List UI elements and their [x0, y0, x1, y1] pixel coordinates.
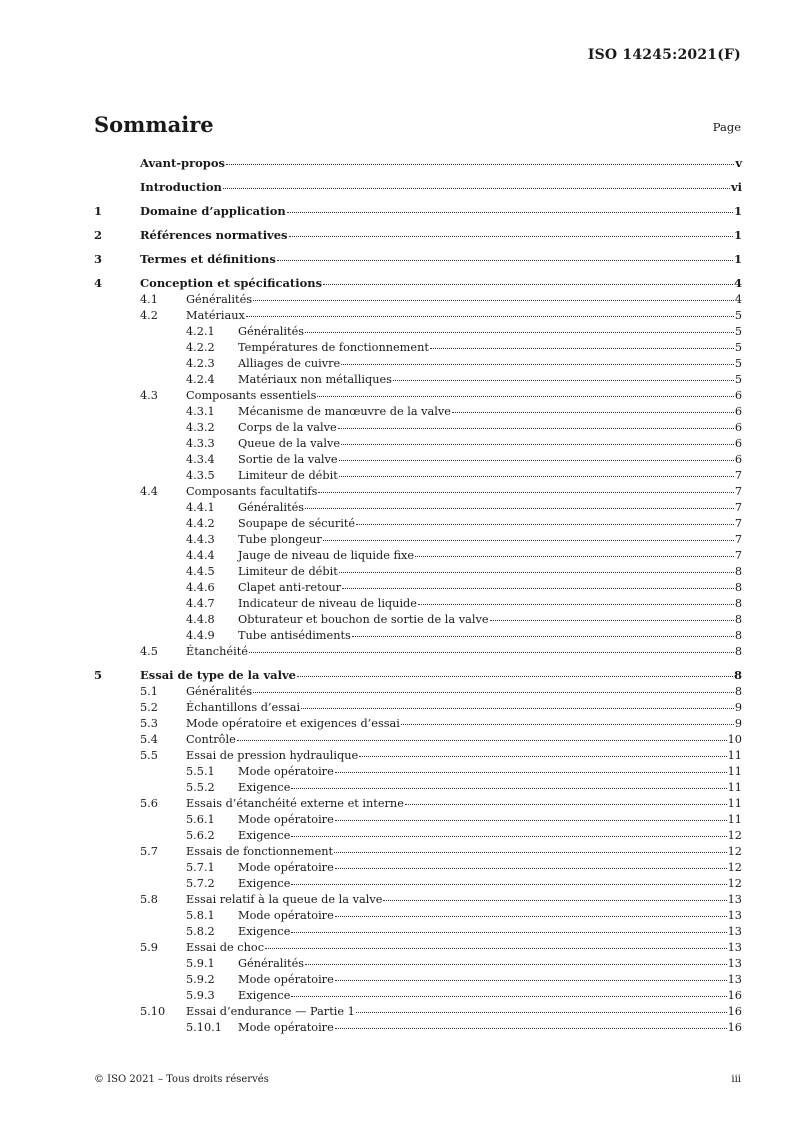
toc-entry-page: 8: [734, 629, 742, 643]
toc-leader-dots: [291, 996, 726, 997]
toc-entry[interactable]: [94, 612, 742, 628]
toc-leader-dots: [323, 540, 734, 541]
toc-leader-dots: [265, 948, 727, 949]
toc-entry-page: v: [735, 156, 742, 170]
toc-entry-title: Généralités: [186, 293, 253, 307]
toc-leader-dots: [237, 740, 727, 741]
toc-entry-number: 4.2.1: [186, 325, 215, 339]
toc-leader-dots: [287, 212, 733, 213]
toc-leader-dots: [253, 692, 734, 693]
toc-entry-number: 5.3: [140, 717, 158, 731]
toc-entry-title: Mode opératoire: [238, 813, 334, 827]
toc-entry[interactable]: [94, 764, 742, 780]
toc-entry[interactable]: [94, 972, 742, 988]
toc-entry-title: Références normatives: [140, 228, 288, 243]
toc-entry-title: Composants facultatifs: [186, 485, 318, 499]
toc-entry-number: 4.2.2: [186, 341, 215, 355]
toc-entry-title: Limiteur de débit: [238, 469, 338, 483]
toc-entry-page: 7: [734, 549, 742, 563]
toc-entry-page: 7: [734, 469, 742, 483]
toc-entry-page: 13: [727, 957, 742, 971]
toc-entry-number: 4.5: [140, 645, 158, 659]
toc-entry-title: Essai de choc: [186, 941, 265, 955]
toc-leader-dots: [297, 676, 733, 677]
toc-entry-page: 8: [734, 613, 742, 627]
toc-entry-number: 4.2.3: [186, 357, 215, 371]
toc-entry[interactable]: [94, 924, 742, 940]
toc-leader-dots: [253, 300, 734, 301]
toc-entry[interactable]: [94, 700, 742, 716]
toc-entry[interactable]: [94, 644, 742, 660]
toc-entry[interactable]: [94, 292, 742, 308]
toc-entry-title: Termes et définitions: [140, 252, 276, 267]
toc-entry[interactable]: [94, 156, 742, 172]
toc-leader-dots: [335, 980, 727, 981]
toc-entry-page: 1: [733, 204, 742, 219]
toc-entry-number: 4.4.3: [186, 533, 215, 547]
toc-leader-dots: [318, 492, 733, 493]
toc-entry[interactable]: [94, 668, 742, 684]
toc-leader-dots: [335, 916, 727, 917]
toc-entry-title: Contrôle: [186, 733, 236, 747]
toc-entry-number: 5.6: [140, 797, 158, 811]
toc-entry-number: 4.3.1: [186, 405, 215, 419]
toc-entry-page: 8: [734, 645, 742, 659]
toc-entry[interactable]: [94, 844, 742, 860]
toc-entry-title: Avant-propos: [140, 156, 225, 170]
toc-leader-dots: [301, 708, 734, 709]
toc-entry-number: 5.7: [140, 845, 158, 859]
toc-entry-number: 5.7.1: [186, 861, 215, 875]
toc-entry-title: Matériaux non métalliques: [238, 373, 392, 387]
toc-entry-page: 11: [727, 765, 742, 779]
toc-entry-title: Essai d’endurance — Partie 1: [186, 1005, 355, 1019]
toc-entry-title: Conception et spécifications: [140, 276, 323, 291]
toc-leader-dots: [289, 236, 733, 237]
toc-entry-title: Échantillons d’essai: [186, 701, 301, 715]
toc-entry[interactable]: [94, 516, 742, 532]
toc-entry-page: 5: [734, 341, 742, 355]
toc-entry-title: Mode opératoire: [238, 909, 334, 923]
toc-entry-title: Températures de fonctionnement: [238, 341, 429, 355]
toc-entry-title: Mécanisme de manœuvre de la valve: [238, 405, 451, 419]
toc-leader-dots: [335, 820, 727, 821]
toc-entry-page: 5: [734, 325, 742, 339]
toc-entry-title: Corps de la valve: [238, 421, 337, 435]
toc-entry-number: 4.2: [140, 309, 158, 323]
footer-copyright: © ISO 2021 – Tous droits réservés: [94, 1074, 269, 1085]
toc-entry-page: 5: [734, 357, 742, 371]
toc-entry[interactable]: [94, 436, 742, 452]
toc-entry[interactable]: [94, 1020, 742, 1036]
toc-entry-number: 5.2: [140, 701, 158, 715]
toc-entry[interactable]: [94, 276, 742, 292]
toc-entry-number: 5.9.3: [186, 989, 215, 1003]
toc-entry[interactable]: [94, 500, 742, 516]
toc-entry-page: 6: [734, 453, 742, 467]
toc-entry-page: 13: [727, 909, 742, 923]
toc-entry-title: Sortie de la valve: [238, 453, 338, 467]
toc-entry-page: 10: [727, 733, 742, 747]
toc-leader-dots: [291, 932, 726, 933]
toc-entry-page: 7: [734, 517, 742, 531]
toc-entry[interactable]: [94, 828, 742, 844]
toc-entry[interactable]: [94, 716, 742, 732]
toc-entry-number: 4.3.2: [186, 421, 215, 435]
toc-leader-dots: [383, 900, 726, 901]
toc-entry-number: 5.8: [140, 893, 158, 907]
toc-leader-dots: [339, 476, 734, 477]
toc-entry-page: 13: [727, 893, 742, 907]
toc-entry-title: Mode opératoire et exigences d’essai: [186, 717, 400, 731]
toc-entry-title: Exigence: [238, 925, 291, 939]
toc-entry-number: 4.4.9: [186, 629, 215, 643]
toc-entry[interactable]: [94, 308, 742, 324]
toc-entry[interactable]: [94, 956, 742, 972]
toc-entry[interactable]: [94, 228, 742, 244]
toc-entry-number: 5.6.1: [186, 813, 215, 827]
toc-entry-number: 5.6.2: [186, 829, 215, 843]
toc-entry[interactable]: [94, 940, 742, 956]
toc-entry-title: Alliages de cuivre: [238, 357, 341, 371]
toc-entry-number: 4.4.7: [186, 597, 215, 611]
toc-leader-dots: [305, 332, 734, 333]
toc-entry-page: 6: [734, 421, 742, 435]
toc-entry-title: Tube antisédiments: [238, 629, 351, 643]
toc-leader-dots: [418, 604, 734, 605]
toc-entry-title: Exigence: [238, 989, 291, 1003]
toc-entry-page: 6: [734, 389, 742, 403]
toc-entry[interactable]: [94, 324, 742, 340]
toc-entry-title: Clapet anti-retour: [238, 581, 342, 595]
toc-entry[interactable]: [94, 892, 742, 908]
toc-leader-dots: [339, 572, 734, 573]
toc-entry-title: Généralités: [238, 957, 305, 971]
toc-leader-dots: [359, 756, 726, 757]
toc-entry-number: 5.9.2: [186, 973, 215, 987]
toc-entry[interactable]: [94, 340, 742, 356]
toc-entry[interactable]: [94, 796, 742, 812]
toc-entry-number: 4.4.8: [186, 613, 215, 627]
toc-entry[interactable]: [94, 252, 742, 268]
toc-entry[interactable]: [94, 548, 742, 564]
toc-entry-page: 1: [733, 252, 742, 267]
toc-leader-dots: [341, 444, 734, 445]
toc-entry-number: 5.5: [140, 749, 158, 763]
toc-entry-number: 5.1: [140, 685, 158, 699]
toc-leader-dots: [356, 524, 734, 525]
toc-entry-title: Exigence: [238, 829, 291, 843]
toc-leader-dots: [226, 164, 734, 165]
toc-entry-number: 4: [94, 276, 103, 291]
page-column-label: Page: [712, 120, 741, 134]
toc-leader-dots: [291, 788, 726, 789]
toc-entry[interactable]: [94, 812, 742, 828]
toc-entry[interactable]: [94, 908, 742, 924]
toc-entry-number: 3: [94, 252, 103, 267]
toc-leader-dots: [277, 260, 733, 261]
toc-entry-title: Essais d’étanchéité externe et interne: [186, 797, 404, 811]
toc-leader-dots: [401, 724, 734, 725]
toc-entry[interactable]: [94, 204, 742, 220]
toc-entry-page: 16: [727, 1021, 742, 1035]
toc-entry[interactable]: [94, 388, 742, 404]
toc-entry-number: 5.10.1: [186, 1021, 222, 1035]
toc-entry-page: 4: [733, 276, 742, 291]
toc-entry[interactable]: [94, 484, 742, 500]
toc-leader-dots: [246, 316, 734, 317]
toc-entry-title: Essai de pression hydraulique: [186, 749, 359, 763]
toc-entry-title: Étanchéité: [186, 645, 248, 659]
toc-entry-page: 8: [734, 685, 742, 699]
toc-entry-title: Exigence: [238, 781, 291, 795]
toc-entry-page: vi: [730, 180, 742, 195]
toc-entry-page: 6: [734, 405, 742, 419]
toc-entry-title: Essai de type de la valve: [140, 668, 296, 683]
toc-entry-number: 5.5.2: [186, 781, 215, 795]
toc-entry-title: Introduction: [140, 180, 222, 195]
toc-entry-number: 5.7.2: [186, 877, 215, 891]
toc-entry-page: 16: [727, 1005, 742, 1019]
toc-entry-page: 6: [734, 437, 742, 451]
toc-entry[interactable]: [94, 988, 742, 1004]
toc-entry-page: 11: [727, 749, 742, 763]
toc-entry-page: 8: [734, 597, 742, 611]
toc-entry-page: 5: [734, 309, 742, 323]
toc-entry-page: 8: [734, 565, 742, 579]
toc-entry[interactable]: [94, 452, 742, 468]
toc-entry-title: Indicateur de niveau de liquide: [238, 597, 417, 611]
toc-entry-page: 8: [733, 668, 742, 683]
toc-entry-title: Domaine d’application: [140, 204, 286, 219]
toc-entry-title: Queue de la valve: [238, 437, 341, 451]
toc-leader-dots: [342, 588, 734, 589]
toc-entry-number: 4.3.4: [186, 453, 215, 467]
toc-leader-dots: [356, 1012, 727, 1013]
toc-entry-page: 12: [727, 829, 742, 843]
toc-entry-number: 5.9: [140, 941, 158, 955]
toc-entry[interactable]: [94, 404, 742, 420]
toc-leader-dots: [317, 396, 733, 397]
toc-entry-page: 12: [727, 861, 742, 875]
document-id: ISO 14245:2021(F): [587, 47, 741, 63]
toc-entry-title: Essais de fonctionnement: [186, 845, 334, 859]
toc-entry[interactable]: [94, 684, 742, 700]
toc-entry-title: Limiteur de débit: [238, 565, 338, 579]
toc-entry-number: 5.8.1: [186, 909, 215, 923]
toc-entry-number: 4.3.3: [186, 437, 215, 451]
toc-entry[interactable]: [94, 876, 742, 892]
toc-entry-page: 1: [733, 228, 742, 243]
toc-entry-number: 5.4: [140, 733, 158, 747]
toc-leader-dots: [323, 284, 733, 285]
toc-entry-number: 2: [94, 228, 103, 243]
toc-entry-title: Mode opératoire: [238, 861, 334, 875]
toc-leader-dots: [430, 348, 734, 349]
toc-leader-dots: [334, 852, 727, 853]
toc-entry[interactable]: [94, 420, 742, 436]
toc-leader-dots: [305, 508, 734, 509]
toc-entry-page: 13: [727, 925, 742, 939]
toc-entry[interactable]: [94, 356, 742, 372]
toc-entry[interactable]: [94, 180, 742, 196]
toc-entry-number: 4.4.6: [186, 581, 215, 595]
toc-entry[interactable]: [94, 468, 742, 484]
toc-entry-page: 12: [727, 877, 742, 891]
toc-entry-number: 4.3.5: [186, 469, 215, 483]
toc-entry-title: Matériaux: [186, 309, 245, 323]
toc-entry-number: 4.4.2: [186, 517, 215, 531]
footer-page-number: iii: [731, 1074, 741, 1085]
toc-entry-page: 11: [727, 797, 742, 811]
toc-entry-title: Jauge de niveau de liquide fixe: [238, 549, 415, 563]
toc-entry[interactable]: [94, 748, 742, 764]
toc-leader-dots: [393, 380, 734, 381]
toc-entry-page: 5: [734, 373, 742, 387]
toc-entry-page: 8: [734, 581, 742, 595]
page-title: Sommaire: [94, 112, 214, 137]
toc-leader-dots: [415, 556, 734, 557]
toc-entry-page: 12: [727, 845, 742, 859]
toc-entry-title: Soupape de sécurité: [238, 517, 356, 531]
toc-entry-number: 5.5.1: [186, 765, 215, 779]
toc-entry-number: 4.4.5: [186, 565, 215, 579]
toc-entry-page: 16: [727, 989, 742, 1003]
toc-leader-dots: [291, 884, 726, 885]
toc-entry-number: 5: [94, 668, 103, 683]
toc-leader-dots: [291, 836, 726, 837]
toc-entry[interactable]: [94, 372, 742, 388]
toc-leader-dots: [490, 620, 734, 621]
toc-entry-title: Exigence: [238, 877, 291, 891]
toc-entry-title: Généralités: [238, 325, 305, 339]
toc-entry-title: Mode opératoire: [238, 973, 334, 987]
toc-entry[interactable]: [94, 732, 742, 748]
toc-entry-number: 4.1: [140, 293, 158, 307]
toc-entry-number: 4.4: [140, 485, 158, 499]
toc-leader-dots: [339, 460, 734, 461]
toc-entry-page: 11: [727, 813, 742, 827]
toc-leader-dots: [305, 964, 727, 965]
toc-entry-page: 11: [727, 781, 742, 795]
toc-entry-page: 7: [734, 533, 742, 547]
toc-entry-page: 13: [727, 973, 742, 987]
toc-leader-dots: [223, 188, 730, 189]
toc-leader-dots: [249, 652, 734, 653]
toc-entry-title: Composants essentiels: [186, 389, 317, 403]
toc-entry-page: 9: [734, 717, 742, 731]
toc-entry-title: Obturateur et bouchon de sortie de la valve: [238, 613, 489, 627]
toc-entry[interactable]: [94, 628, 742, 644]
toc-entry-title: Essai relatif à la queue de la valve: [186, 893, 383, 907]
toc-entry[interactable]: [94, 1004, 742, 1020]
toc-leader-dots: [338, 428, 734, 429]
toc-entry-number: 5.8.2: [186, 925, 215, 939]
toc-leader-dots: [335, 1028, 727, 1029]
toc-entry[interactable]: [94, 596, 742, 612]
toc-leader-dots: [335, 772, 727, 773]
toc-entry-page: 4: [734, 293, 742, 307]
toc-entry-number: 1: [94, 204, 103, 219]
toc-leader-dots: [452, 412, 734, 413]
toc-entry-page: 13: [727, 941, 742, 955]
toc-entry[interactable]: [94, 780, 742, 796]
toc-entry-number: 4.3: [140, 389, 158, 403]
toc-entry[interactable]: [94, 564, 742, 580]
table-of-contents: [94, 156, 742, 1036]
toc-entry-page: 7: [734, 485, 742, 499]
toc-entry-page: 9: [734, 701, 742, 715]
toc-entry-number: 4.4.1: [186, 501, 215, 515]
toc-entry-title: Généralités: [186, 685, 253, 699]
toc-entry-title: Mode opératoire: [238, 1021, 334, 1035]
toc-entry[interactable]: [94, 580, 742, 596]
toc-entry-page: 7: [734, 501, 742, 515]
toc-leader-dots: [405, 804, 727, 805]
toc-entry[interactable]: [94, 532, 742, 548]
toc-entry-number: 4.2.4: [186, 373, 215, 387]
toc-entry[interactable]: [94, 860, 742, 876]
toc-entry-number: 5.9.1: [186, 957, 215, 971]
toc-entry-title: Généralités: [238, 501, 305, 515]
toc-entry-title: Mode opératoire: [238, 765, 334, 779]
toc-entry-number: 4.4.4: [186, 549, 215, 563]
toc-entry-title: Tube plongeur: [238, 533, 322, 547]
toc-leader-dots: [352, 636, 734, 637]
toc-leader-dots: [341, 364, 734, 365]
toc-leader-dots: [335, 868, 727, 869]
toc-entry-number: 5.10: [140, 1005, 166, 1019]
